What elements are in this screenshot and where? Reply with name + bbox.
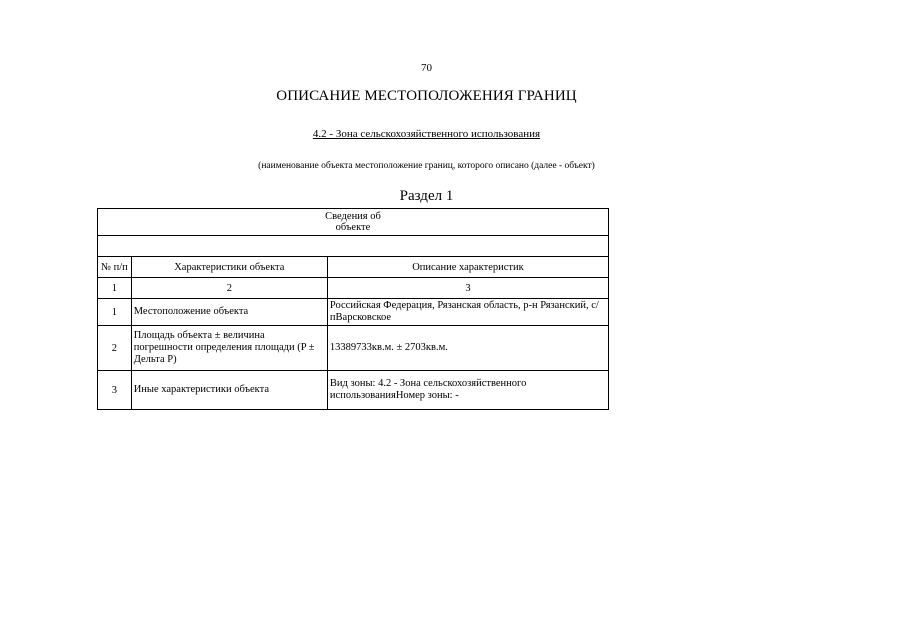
table-caption: [98, 209, 609, 236]
column-number-row: [98, 278, 609, 299]
column-number: 2: [131, 278, 327, 299]
header-description: Описание характеристик: [327, 257, 608, 278]
object-name-note: (наименование объекта местоположение границ, которого описано (далее - объект): [258, 161, 595, 171]
row-number: 1: [98, 299, 132, 326]
table-row: [98, 326, 609, 371]
row-number: 3: [98, 371, 132, 410]
table-caption-line1: Сведения об: [325, 211, 381, 222]
row-description: 13389733кв.м. ± 2703кв.м.: [327, 326, 608, 371]
row-number: 2: [98, 326, 132, 371]
table-row: [98, 299, 609, 326]
table-empty-row: [98, 236, 609, 257]
row-description: Российская Федерация, Рязанская область, р-н Рязанский, с/пВарсковское: [327, 299, 608, 326]
row-description: Вид зоны: 4.2 - Зона сельскохозяйственного использованияНомер зоны: -: [327, 371, 608, 410]
table-caption-row: [98, 209, 609, 236]
row-characteristic: Площадь объекта ± величина погрешности определения площади (P ± Дельта P): [131, 326, 327, 371]
object-name: 4.2 - Зона сельскохозяйственного использования: [312, 128, 541, 140]
section-title: Раздел 1: [399, 188, 454, 204]
empty-cell: [98, 236, 609, 257]
row-characteristic: Местоположение объекта: [131, 299, 327, 326]
table-row: [98, 371, 609, 410]
document-title: ОПИСАНИЕ МЕСТОПОЛОЖЕНИЯ ГРАНИЦ: [276, 88, 577, 104]
table-caption-line2: объекте: [335, 222, 371, 233]
header-number: № п/п: [98, 257, 132, 278]
column-number: 1: [98, 278, 132, 299]
page-number: 70: [421, 62, 432, 74]
table-header-row: [98, 257, 609, 278]
header-characteristic: Характеристики объекта: [131, 257, 327, 278]
column-number: 3: [327, 278, 608, 299]
object-info-table: [97, 208, 609, 410]
row-characteristic: Иные характеристики объекта: [131, 371, 327, 410]
